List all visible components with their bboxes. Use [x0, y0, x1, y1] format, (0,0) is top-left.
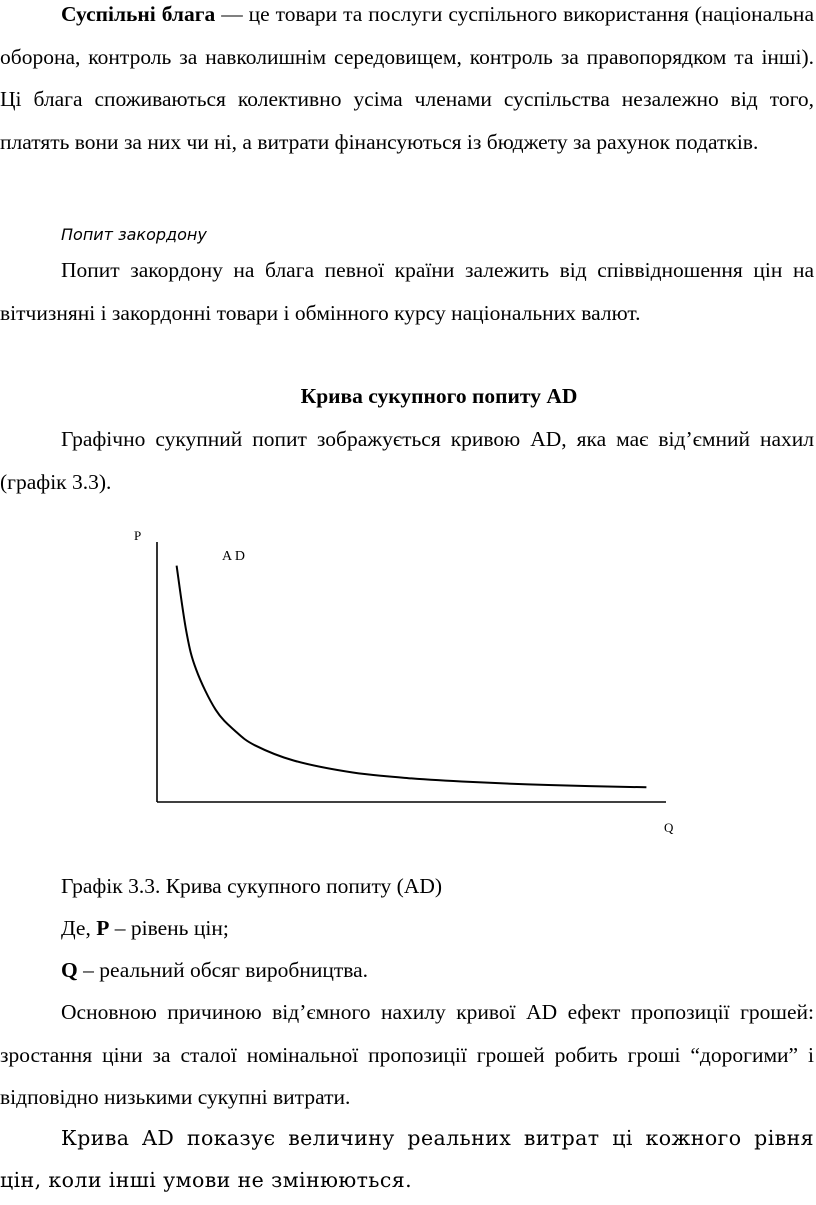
paragraph-public-goods	[0, 0, 814, 163]
paragraph-ad-intro: Графічно сукупний попит зображується кривою AD, яка має від’ємний нахил (графік 3.3).	[0, 427, 814, 494]
y-axis-label: P	[134, 528, 142, 543]
paragraph-conclusion: Крива AD показує величину реальних витрат ці кожного рівня цін, коли інші умови не змінюються.	[0, 1126, 814, 1192]
paragraph-reason: Основною причиною від’ємного нахилу кривої AD ефект пропозиції грошей: зростання ціни за сталої номінальної пропозиції грошей робить гроші “дорогими” і відповідно низькими сукупні витрати.	[0, 1000, 814, 1109]
ad-curve	[177, 566, 647, 788]
section-title-foreign-demand: Попит закордону	[61, 225, 207, 244]
legend-line-q	[61, 958, 368, 983]
legend-q-symbol: Q	[61, 958, 78, 982]
legend-p-prefix: Де,	[61, 916, 97, 940]
legend-p-text: – рівень цін;	[109, 916, 229, 940]
legend-p-symbol: P	[96, 916, 110, 940]
legend-q-text: – реальний обсяг виробництва.	[77, 958, 369, 982]
section-heading-ad: Крива сукупного попиту AD	[300, 384, 578, 408]
paragraph-foreign-demand: Попит закордону на блага певної країни залежить від співвідношення цін на вітчизняні і закордонні товари і обмінного курсу національних валют.	[0, 258, 814, 325]
x-axis-label: Q	[664, 820, 674, 835]
figure-caption: Графік 3.3. Крива сукупного попиту (AD)	[61, 874, 443, 898]
legend-line-p	[61, 916, 229, 941]
series-label-ad: A D	[222, 549, 245, 564]
public-goods-definition: — це товари та послуги суспільного використання (національна оборона, контроль за навколишнім середовищем, контроль за правопорядком та інші). Ці блага споживаються колективно усіма членами суспільства незалежно від того, платять вони за них чи ні, а витрати фінансуються із бюджету за рахунок податків.	[0, 2, 814, 154]
ad-chart	[0, 520, 816, 850]
term-public-goods: Суспільні блага	[61, 2, 216, 26]
